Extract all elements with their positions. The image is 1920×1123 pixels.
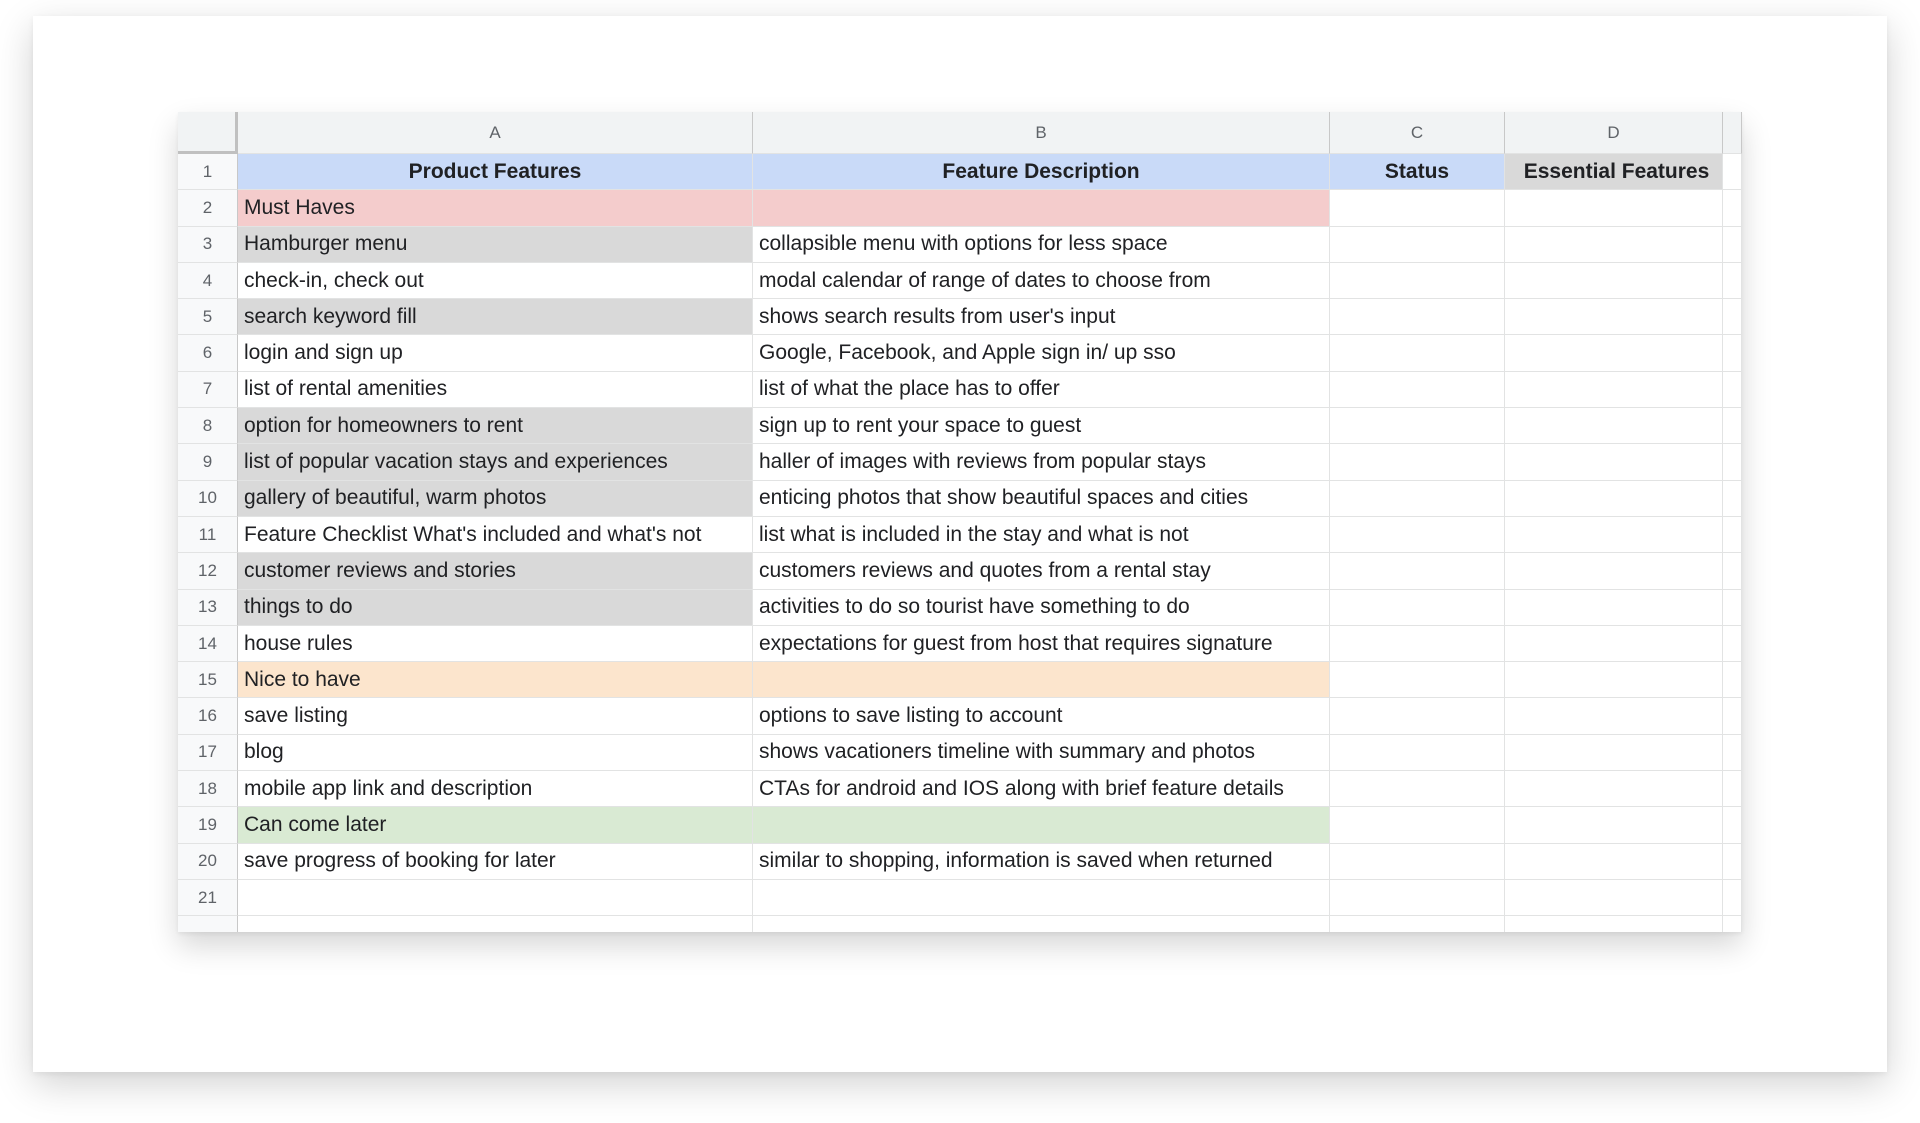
- cell-status[interactable]: [1330, 844, 1505, 880]
- cell-product-feature[interactable]: Feature Checklist What's included and what's not: [238, 517, 753, 553]
- row-header[interactable]: 10: [178, 481, 238, 517]
- row-header[interactable]: 6: [178, 335, 238, 371]
- cell-e[interactable]: [1723, 444, 1742, 480]
- cell-status[interactable]: [1330, 299, 1505, 335]
- cell-essential-features[interactable]: [1505, 735, 1723, 771]
- cell-product-feature[interactable]: gallery of beautiful, warm photos: [238, 481, 753, 517]
- cell-e[interactable]: [1723, 227, 1742, 263]
- cell-e[interactable]: [1723, 662, 1742, 698]
- cell-essential-features[interactable]: [1505, 807, 1723, 843]
- cell-status[interactable]: [1330, 735, 1505, 771]
- cell-status[interactable]: [1330, 880, 1505, 916]
- cell-feature-description[interactable]: shows vacationers timeline with summary and photos: [753, 735, 1330, 771]
- row-header[interactable]: 16: [178, 698, 238, 734]
- row-header-partial[interactable]: [178, 916, 238, 932]
- row-header[interactable]: 17: [178, 735, 238, 771]
- cell-e[interactable]: [1723, 335, 1742, 371]
- cell-feature-description[interactable]: haller of images with reviews from popular stays: [753, 444, 1330, 480]
- cell-feature-description[interactable]: customers reviews and quotes from a rental stay: [753, 553, 1330, 589]
- cell-essential-features[interactable]: [1505, 190, 1723, 226]
- cell-status[interactable]: [1330, 372, 1505, 408]
- cell-essential-features[interactable]: [1505, 590, 1723, 626]
- cell-product-feature[interactable]: check-in, check out: [238, 263, 753, 299]
- cell-essential-features[interactable]: [1505, 481, 1723, 517]
- cell-e[interactable]: [1723, 880, 1742, 916]
- row-header[interactable]: 9: [178, 444, 238, 480]
- column-header-e[interactable]: [1723, 112, 1742, 154]
- cell-feature-description[interactable]: activities to do so tourist have something to do: [753, 590, 1330, 626]
- cell-product-feature[interactable]: mobile app link and description: [238, 771, 753, 807]
- cell-status[interactable]: [1330, 408, 1505, 444]
- cell-product-feature[interactable]: list of rental amenities: [238, 372, 753, 408]
- cell-essential-features[interactable]: [1505, 698, 1723, 734]
- cell-essential-features[interactable]: [1505, 553, 1723, 589]
- cell-essential-features[interactable]: [1505, 662, 1723, 698]
- row-header[interactable]: 7: [178, 372, 238, 408]
- cell-essential-features[interactable]: [1505, 626, 1723, 662]
- cell-feature-description[interactable]: [753, 880, 1330, 916]
- row-header[interactable]: 13: [178, 590, 238, 626]
- cell-essential-features[interactable]: [1505, 844, 1723, 880]
- cell-status[interactable]: [1330, 335, 1505, 371]
- cell-e[interactable]: [1723, 844, 1742, 880]
- cell-feature-description[interactable]: list what is included in the stay and what is not: [753, 517, 1330, 553]
- cell-essential-features[interactable]: [1505, 227, 1723, 263]
- cell-e[interactable]: [1723, 263, 1742, 299]
- cell-e[interactable]: [1723, 190, 1742, 226]
- cell-header-essential-features[interactable]: Essential Features: [1505, 154, 1723, 190]
- cell-status[interactable]: [1330, 553, 1505, 589]
- cell-feature-description[interactable]: Google, Facebook, and Apple sign in/ up sso: [753, 335, 1330, 371]
- cell-e[interactable]: [1723, 517, 1742, 553]
- cell-e[interactable]: [1723, 553, 1742, 589]
- cell-e[interactable]: [1723, 807, 1742, 843]
- row-header[interactable]: 15: [178, 662, 238, 698]
- row-header[interactable]: 1: [178, 154, 238, 190]
- cell-status[interactable]: [1330, 444, 1505, 480]
- select-all-corner[interactable]: [178, 112, 238, 154]
- cell-product-feature[interactable]: blog: [238, 735, 753, 771]
- cell-feature-description[interactable]: options to save listing to account: [753, 698, 1330, 734]
- cell-feature-description[interactable]: modal calendar of range of dates to choose from: [753, 263, 1330, 299]
- cell-feature-description[interactable]: CTAs for android and IOS along with brief feature details: [753, 771, 1330, 807]
- cell-product-feature[interactable]: Can come later: [238, 807, 753, 843]
- cell-essential-features[interactable]: [1505, 771, 1723, 807]
- cell-product-feature[interactable]: Hamburger menu: [238, 227, 753, 263]
- cell-essential-features[interactable]: [1505, 335, 1723, 371]
- row-header[interactable]: 3: [178, 227, 238, 263]
- cell-status[interactable]: [1330, 227, 1505, 263]
- cell-partial[interactable]: [1505, 916, 1723, 932]
- cell-essential-features[interactable]: [1505, 880, 1723, 916]
- cell-product-feature[interactable]: house rules: [238, 626, 753, 662]
- cell-product-feature[interactable]: list of popular vacation stays and experiences: [238, 444, 753, 480]
- cell-header-status[interactable]: Status: [1330, 154, 1505, 190]
- row-header[interactable]: 8: [178, 408, 238, 444]
- cell-status[interactable]: [1330, 626, 1505, 662]
- cell-essential-features[interactable]: [1505, 299, 1723, 335]
- cell-product-feature[interactable]: Must Haves: [238, 190, 753, 226]
- cell-feature-description[interactable]: list of what the place has to offer: [753, 372, 1330, 408]
- cell-product-feature[interactable]: Nice to have: [238, 662, 753, 698]
- cell-feature-description[interactable]: sign up to rent your space to guest: [753, 408, 1330, 444]
- spreadsheet-grid: [178, 112, 1742, 932]
- cell-feature-description[interactable]: shows search results from user's input: [753, 299, 1330, 335]
- row-header[interactable]: 5: [178, 299, 238, 335]
- cell-essential-features[interactable]: [1505, 517, 1723, 553]
- cell-status[interactable]: [1330, 771, 1505, 807]
- cell-status[interactable]: [1330, 263, 1505, 299]
- row-header[interactable]: 11: [178, 517, 238, 553]
- cell-product-feature[interactable]: login and sign up: [238, 335, 753, 371]
- cell-feature-description[interactable]: expectations for guest from host that requires signature: [753, 626, 1330, 662]
- cell-e[interactable]: [1723, 299, 1742, 335]
- cell-e[interactable]: [1723, 408, 1742, 444]
- row-header[interactable]: 12: [178, 553, 238, 589]
- cell-product-feature[interactable]: search keyword fill: [238, 299, 753, 335]
- column-header-a[interactable]: A: [238, 112, 753, 154]
- cell-feature-description[interactable]: [753, 662, 1330, 698]
- column-header-c[interactable]: C: [1330, 112, 1505, 154]
- cell-e[interactable]: [1723, 372, 1742, 408]
- row-header[interactable]: 2: [178, 190, 238, 226]
- cell-essential-features[interactable]: [1505, 372, 1723, 408]
- row-header[interactable]: 20: [178, 844, 238, 880]
- cell-product-feature[interactable]: save progress of booking for later: [238, 844, 753, 880]
- cell-status[interactable]: [1330, 481, 1505, 517]
- spreadsheet: [178, 112, 1742, 932]
- cell-product-feature[interactable]: option for homeowners to rent: [238, 408, 753, 444]
- row-header[interactable]: 4: [178, 263, 238, 299]
- cell-e1[interactable]: [1723, 154, 1742, 190]
- cell-e[interactable]: [1723, 698, 1742, 734]
- column-header-d[interactable]: D: [1505, 112, 1723, 154]
- cell-essential-features[interactable]: [1505, 444, 1723, 480]
- cell-essential-features[interactable]: [1505, 408, 1723, 444]
- cell-feature-description[interactable]: collapsible menu with options for less space: [753, 227, 1330, 263]
- row-header[interactable]: 19: [178, 807, 238, 843]
- cell-status[interactable]: [1330, 698, 1505, 734]
- cell-partial[interactable]: [1330, 916, 1505, 932]
- cell-feature-description[interactable]: similar to shopping, information is saved when returned: [753, 844, 1330, 880]
- cell-header-feature-description[interactable]: Feature Description: [753, 154, 1330, 190]
- cell-e[interactable]: [1723, 735, 1742, 771]
- cell-product-feature[interactable]: things to do: [238, 590, 753, 626]
- cell-status[interactable]: [1330, 517, 1505, 553]
- cell-e[interactable]: [1723, 481, 1742, 517]
- cell-partial[interactable]: [238, 916, 753, 932]
- cell-e[interactable]: [1723, 590, 1742, 626]
- cell-partial[interactable]: [1723, 916, 1742, 932]
- cell-product-feature[interactable]: customer reviews and stories: [238, 553, 753, 589]
- row-header[interactable]: 18: [178, 771, 238, 807]
- row-header[interactable]: 21: [178, 880, 238, 916]
- cell-partial[interactable]: [753, 916, 1330, 932]
- row-header[interactable]: 14: [178, 626, 238, 662]
- cell-feature-description[interactable]: enticing photos that show beautiful spaces and cities: [753, 481, 1330, 517]
- cell-status[interactable]: [1330, 662, 1505, 698]
- cell-product-feature[interactable]: [238, 880, 753, 916]
- cell-e[interactable]: [1723, 771, 1742, 807]
- cell-header-product-features[interactable]: Product Features: [238, 154, 753, 190]
- cell-product-feature[interactable]: save listing: [238, 698, 753, 734]
- cell-status[interactable]: [1330, 190, 1505, 226]
- cell-status[interactable]: [1330, 807, 1505, 843]
- cell-feature-description[interactable]: [753, 190, 1330, 226]
- cell-status[interactable]: [1330, 590, 1505, 626]
- cell-feature-description[interactable]: [753, 807, 1330, 843]
- column-header-b[interactable]: B: [753, 112, 1330, 154]
- cell-essential-features[interactable]: [1505, 263, 1723, 299]
- cell-e[interactable]: [1723, 626, 1742, 662]
